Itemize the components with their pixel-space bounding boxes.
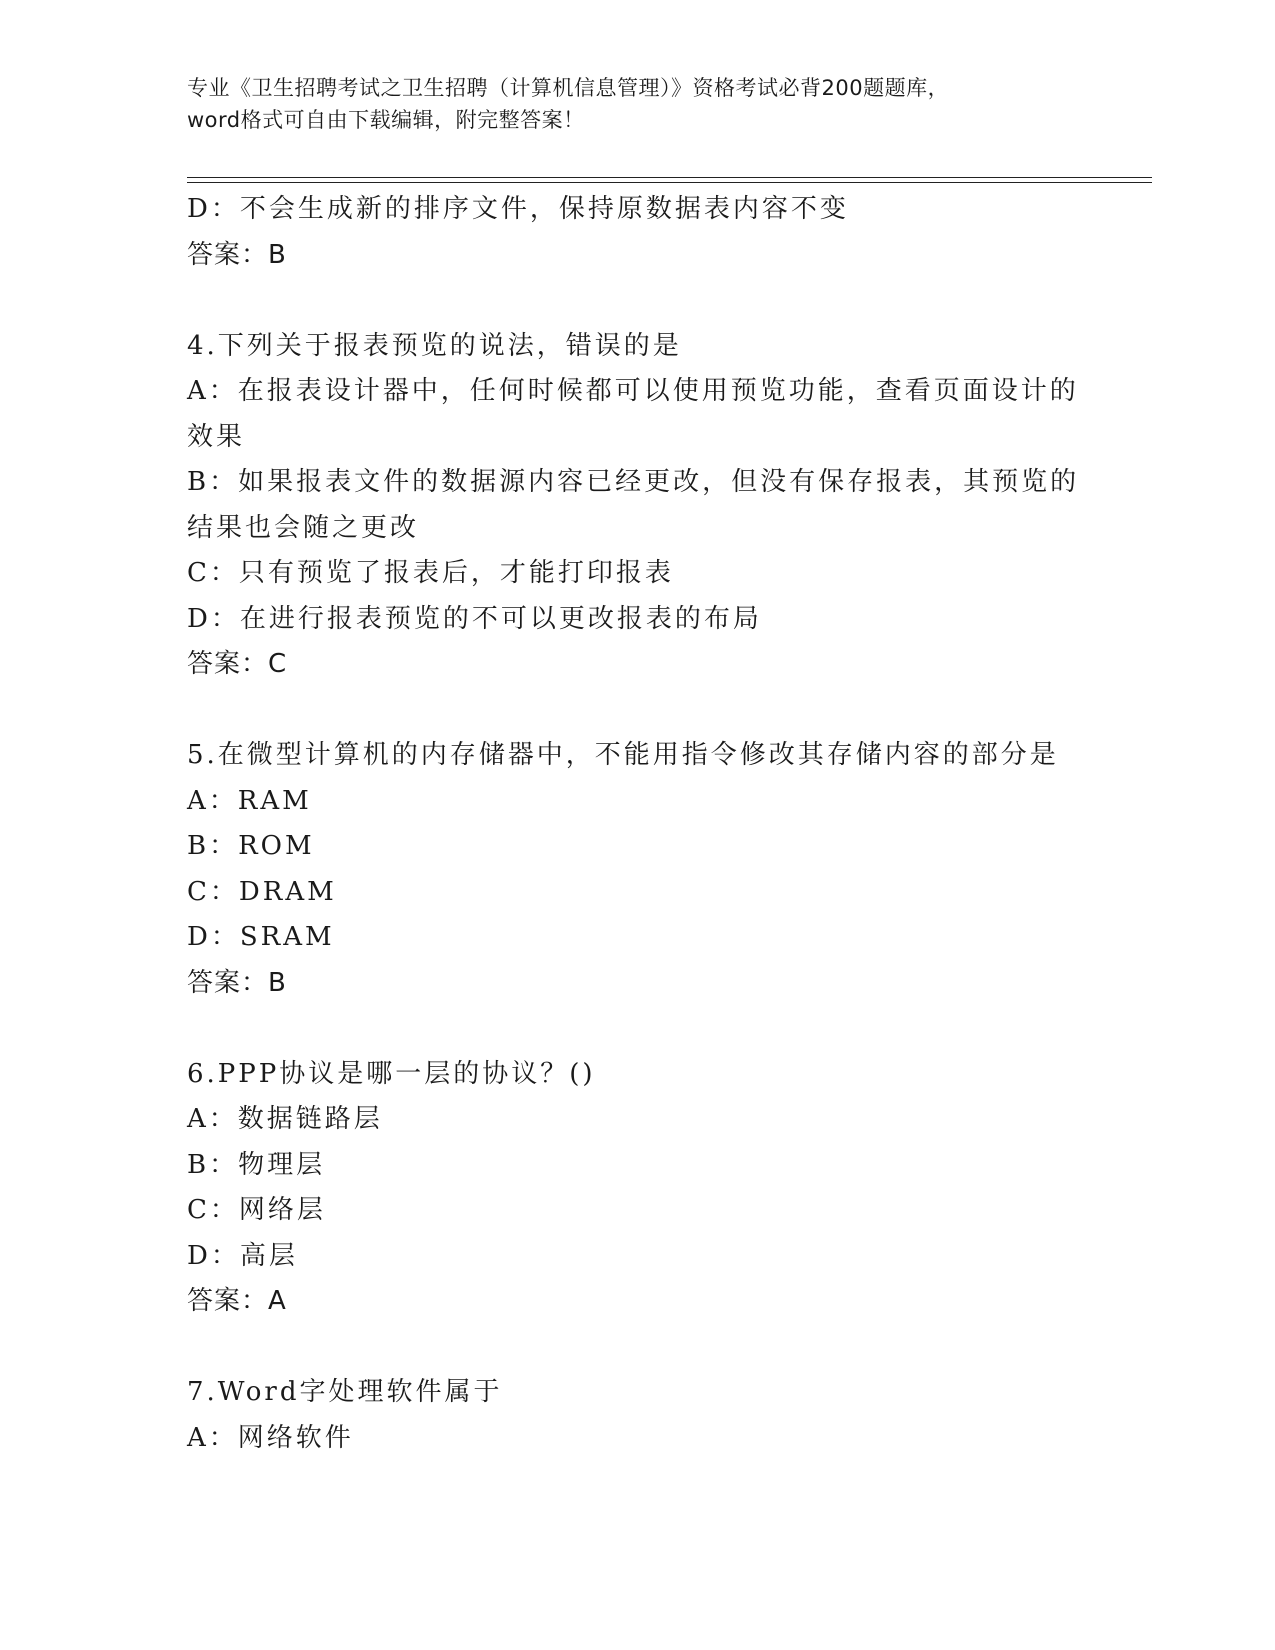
question-block-7 (187, 1370, 1087, 1461)
header-rule-top (187, 177, 1152, 178)
option-d: D：高层 (187, 1240, 298, 1271)
question-content (187, 187, 1087, 1461)
question-block-prev (187, 187, 1087, 278)
answer: 答案：B (187, 967, 287, 998)
question-block-6 (187, 1052, 1087, 1325)
option-c: C：网络层 (187, 1195, 326, 1225)
spacer (187, 688, 1087, 734)
question-stem: 4.下列关于报表预览的说法，错误的是 (187, 330, 682, 361)
option-a: A：数据链路层 (187, 1104, 383, 1134)
question-block-4 (187, 324, 1087, 688)
option-a: A：在报表设计器中，任何时候都可以使用预览功能，查看页面设计的效果 (187, 376, 1079, 452)
spacer (187, 278, 1087, 324)
spacer (187, 1325, 1087, 1371)
question-stem: 5.在微型计算机的内存储器中，不能用指令修改其存储内容的部分是 (187, 740, 1059, 770)
option-a: A：RAM (187, 785, 312, 816)
question-stem: 6.PPP协议是哪一层的协议？() (187, 1058, 596, 1089)
question-stem: 7.Word字处理软件属于 (187, 1377, 503, 1407)
document-header (187, 72, 1087, 136)
option-d: D：SRAM (187, 922, 335, 952)
option-d: D：不会生成新的排序文件，保持原数据表内容不变 (187, 194, 849, 224)
option-a: A：网络软件 (187, 1422, 354, 1453)
option-c: C：DRAM (187, 876, 337, 907)
option-b: B：ROM (187, 831, 315, 861)
question-block-5 (187, 733, 1087, 1006)
answer: 答案：C (187, 649, 288, 679)
option-b: B：如果报表文件的数据源内容已经更改，但没有保存报表，其预览的结果也会随之更改 (187, 467, 1080, 543)
header-rule-bottom (187, 182, 1152, 183)
answer: 答案：B (187, 239, 287, 270)
option-b: B：物理层 (187, 1149, 326, 1180)
spacer (187, 1006, 1087, 1052)
answer: 答案：A (187, 1286, 287, 1316)
option-c: C：只有预览了报表后，才能打印报表 (187, 558, 674, 588)
option-d: D：在进行报表预览的不可以更改报表的布局 (187, 603, 762, 634)
header-title-line-2: word格式可自由下载编辑，附完整答案！ (187, 108, 585, 132)
header-title-line-1: 专业《卫生招聘考试之卫生招聘（计算机信息管理）》资格考试必背200题题库， (187, 76, 950, 100)
